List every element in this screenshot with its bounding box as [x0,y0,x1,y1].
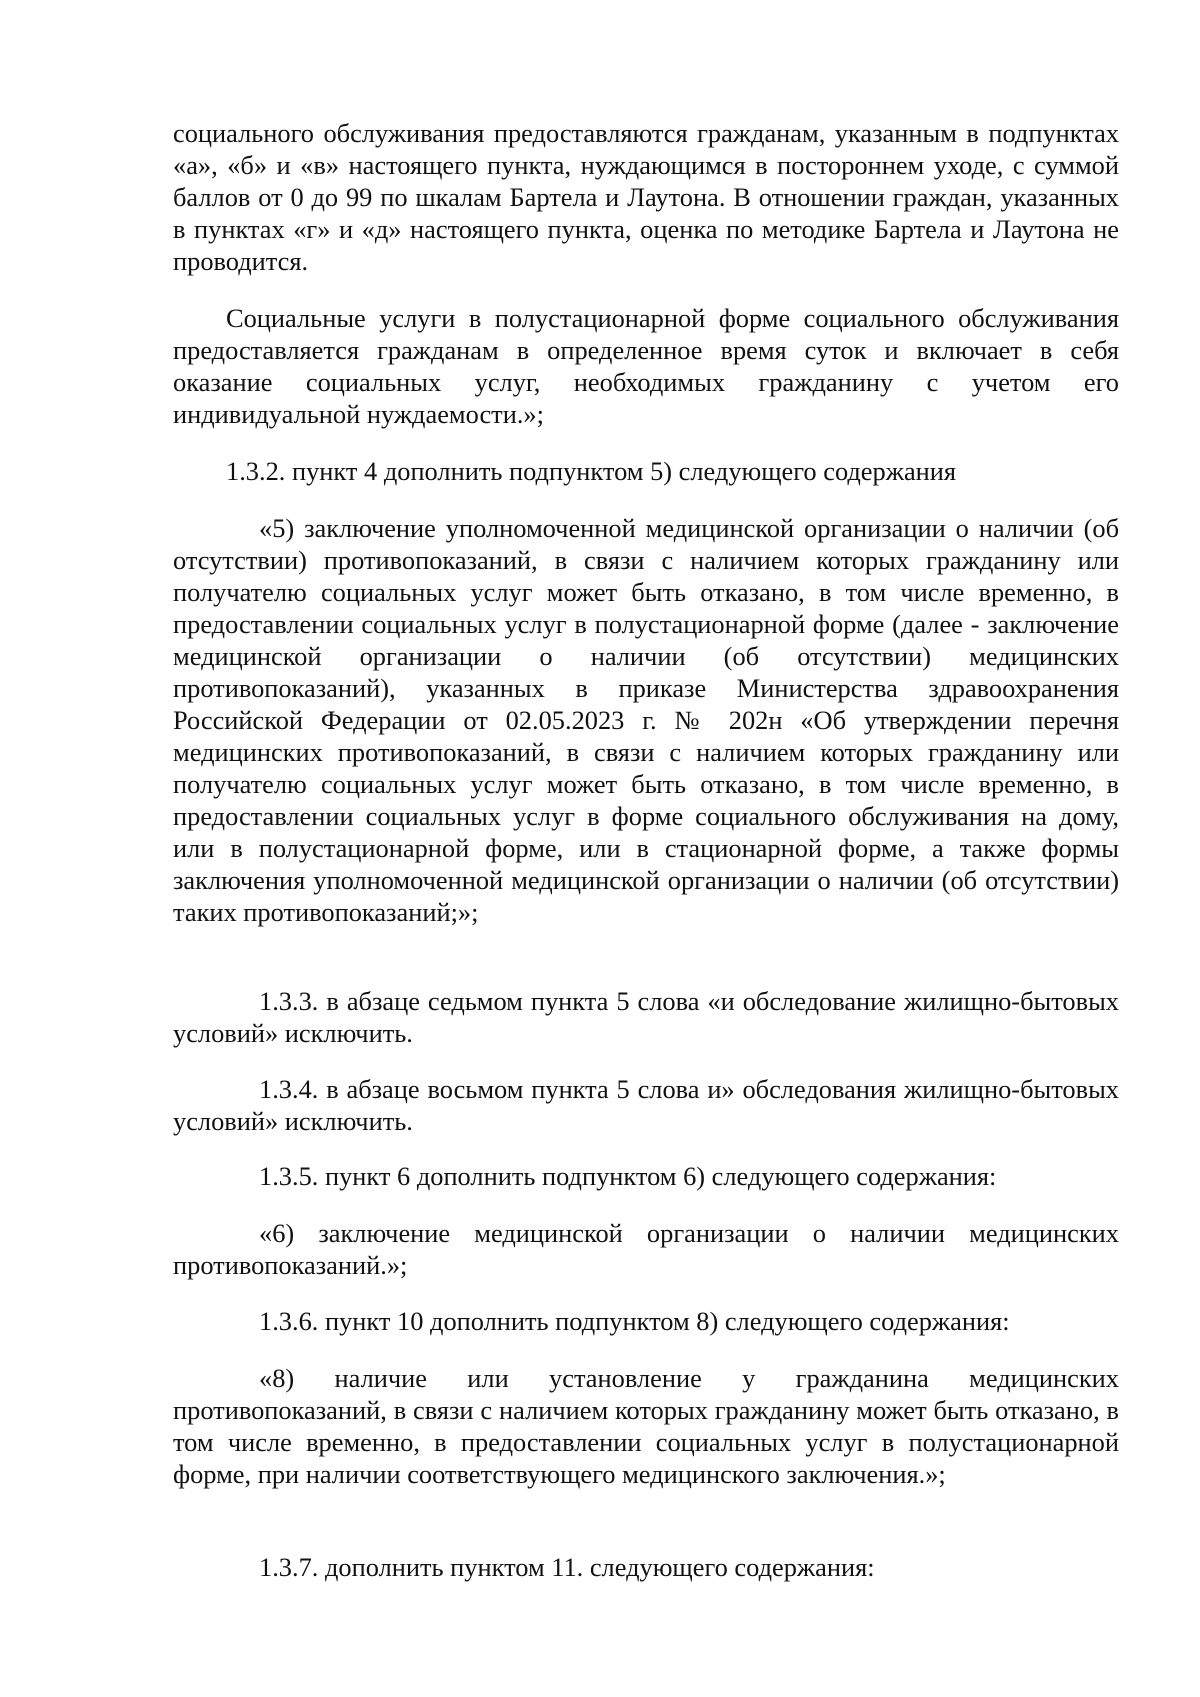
paragraph-semistationary-services: Социальные услуги в полустационарной форме социального обслуживания предоставляется гражданам в определенное время суток и включает в себя оказание социальных услуг, необходимых гражданину с учетом его индивидуальной нуждаемости.»; [173,303,1119,429]
clause-1-3-3: 1.3.3. в абзаце седьмом пункта 5 слова «и обследование жилищно-бытовых условий» исключить. [173,986,1119,1048]
clause-1-3-4: 1.3.4. в абзаце восьмом пункта 5 слова и» обследования жилищно-бытовых условий» исключить. [173,1074,1119,1136]
quoted-subclause-6: «6) заключение медицинской организации о наличии медицинских противопоказаний.»; [173,1218,1119,1280]
clause-1-3-6: 1.3.6. пункт 10 дополнить подпунктом 8) следующего содержания: [259,1306,1010,1336]
clause-1-3-7: 1.3.7. дополнить пунктом 11. следующего содержания: [259,1552,875,1582]
clause-1-3-5: 1.3.5. пункт 6 дополнить подпунктом 6) следующего содержания: [259,1161,997,1191]
paragraph-continuation: социального обслуживания предоставляются гражданам, указанным в подпунктах «а», «б» и «в» настоящего пункта, нуждающимся в постороннем уходе, с суммой баллов от 0 до 99 по шкалам Бартела и Лаутона. В отношении граждан, указанных в пунктах «г» и «д» настоящего пункта, оценка по методике Бартела и Лаутона не проводится. [173,118,1119,276]
quoted-subclause-5: «5) заключение уполномоченной медицинской организации о наличии (об отсутствии) противопоказаний, в связи с наличием которых гражданину или получателю социальных услуг может быть отказано, в том числе временно, в предоставлении социальных услуг в полустационарной форме (далее - заключение медицинской организации о наличии (об отсутствии) медицинских противопоказаний), указанных в приказе Министерства здравоохранения Российской Федерации от 02.05.2023 г. № 202н «Об утверждении перечня медицинских противопоказаний, в связи с наличием которых гражданину или получателю социальных услуг может быть отказано, в том числе временно, в предоставлении социальных услуг в форме социального обслуживания на дому, или в полустационарной форме, или в стационарной форме, а также формы заключения уполномоченной медицинской организации о наличии (об отсутствии) таких противопоказаний;»; [173,513,1119,927]
clause-1-3-2: 1.3.2. пункт 4 дополнить подпунктом 5) следующего содержания [226,456,957,486]
quoted-subclause-8: «8) наличие или установление у гражданина медицинских противопоказаний, в связи с наличием которых гражданину может быть отказано, в том числе временно, в предоставлении социальных услуг в полустационарной форме, при наличии соответствующего медицинского заключения.»; [173,1363,1119,1489]
